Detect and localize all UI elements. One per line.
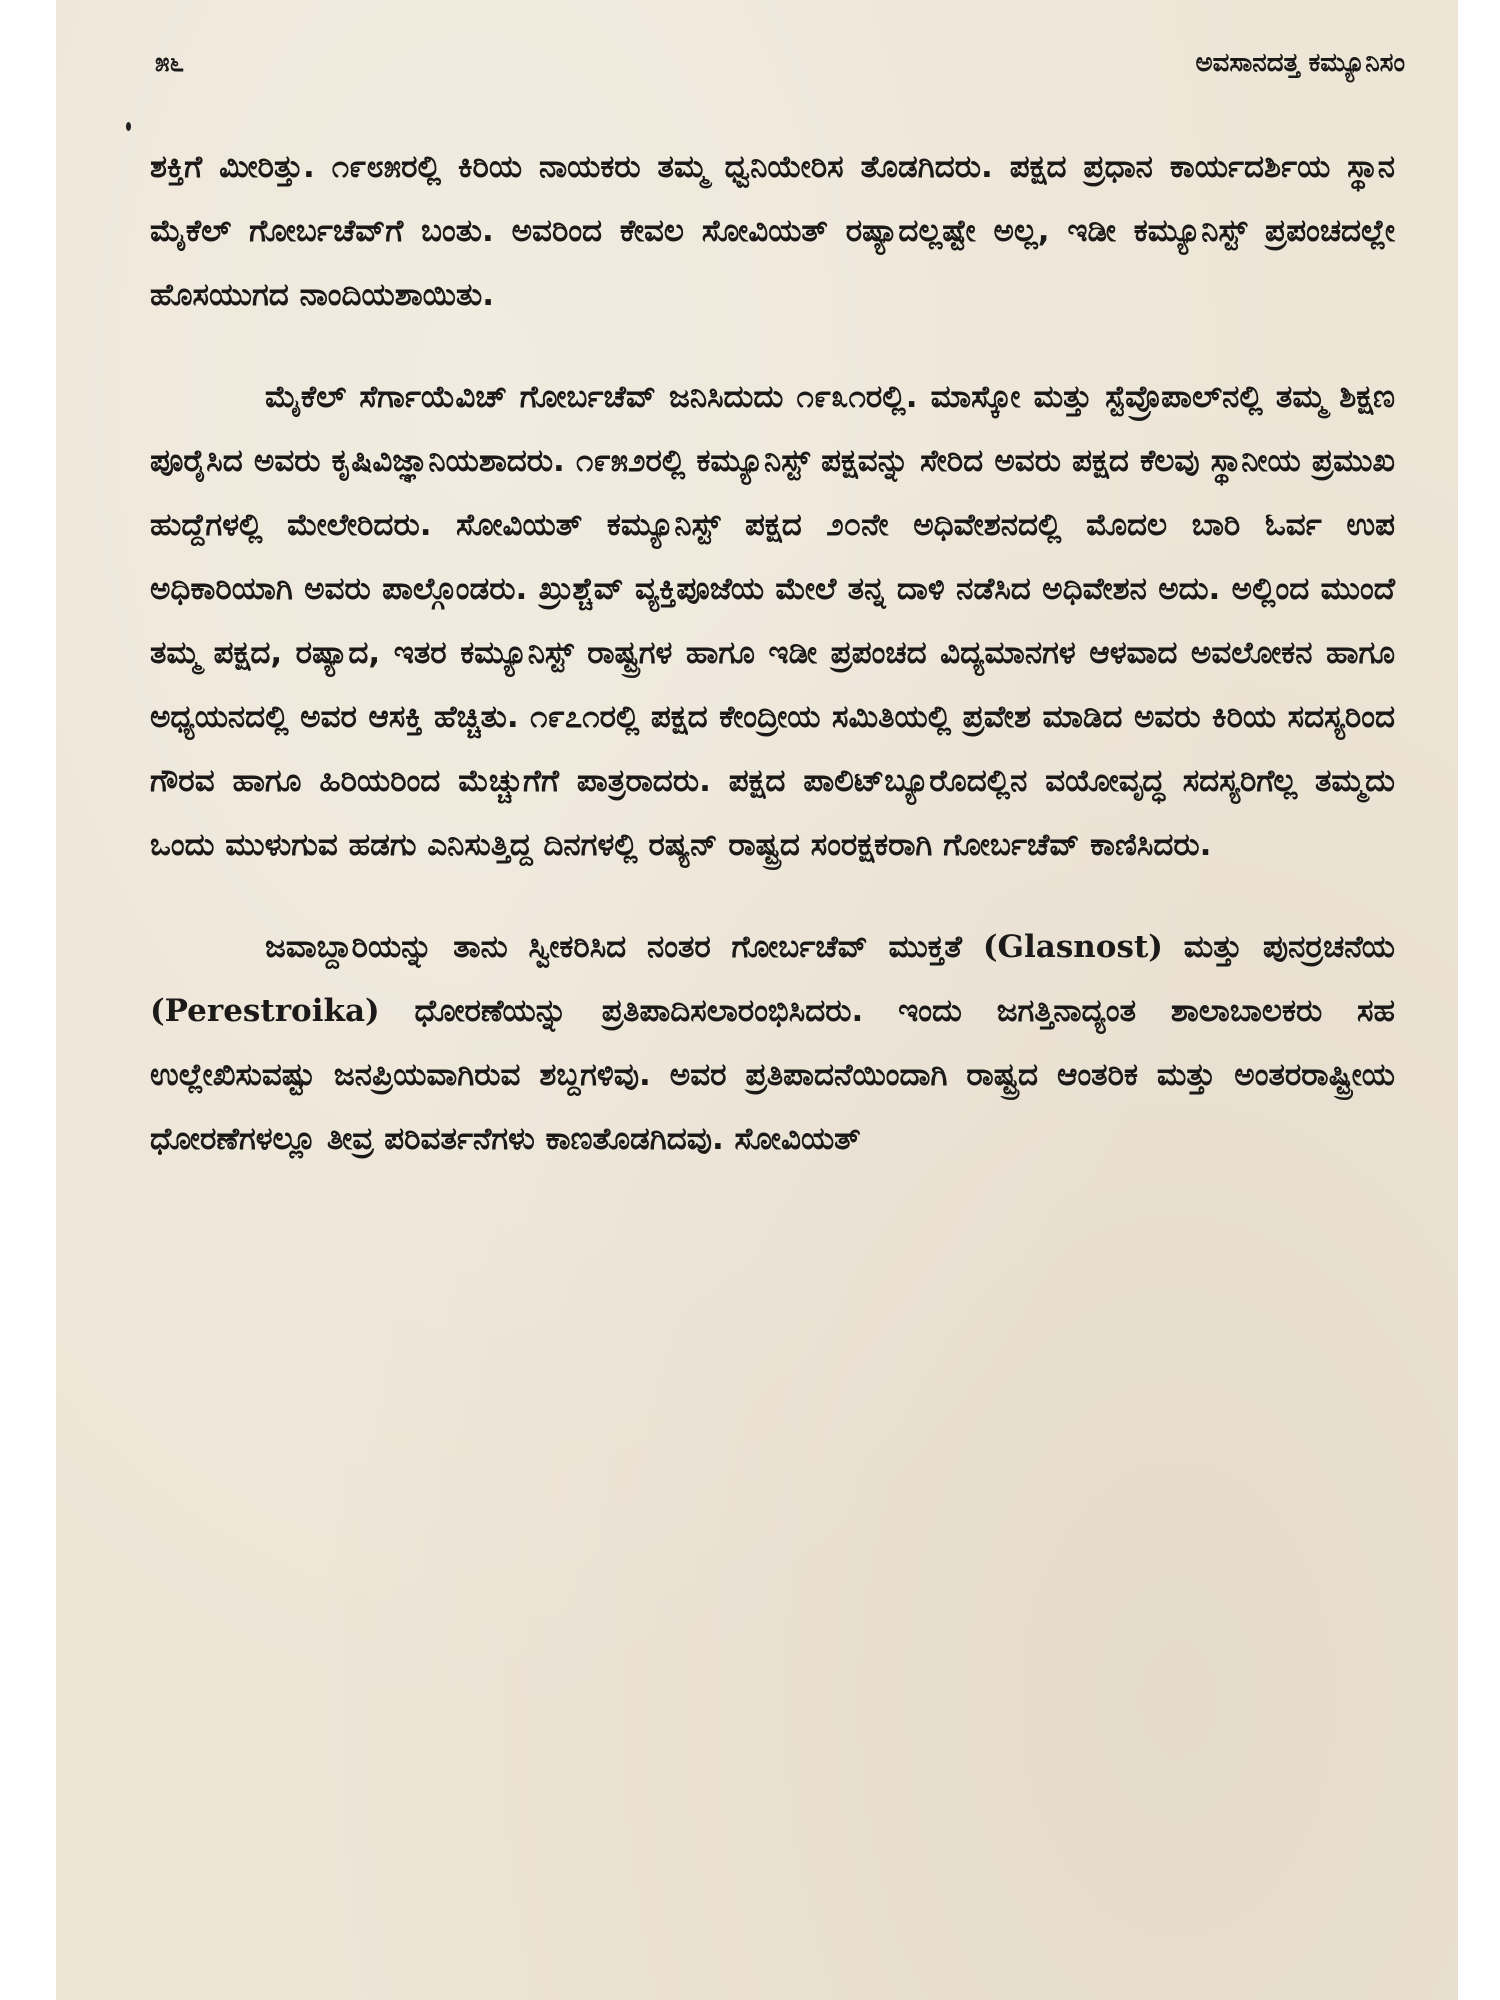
term-glasnost: (Glasnost) <box>982 929 1163 965</box>
ink-speck <box>126 122 131 131</box>
paragraph-1: ಶಕ್ತಿಗೆ ಮೀರಿತ್ತು. ೧೯೮೫ರಲ್ಲಿ ಕಿರಿಯ ನಾಯಕರು ತಮ್ಮ ಧ್ವನಿಯೇರಿಸ ತೊಡಗಿದರು. ಪಕ್ಷದ ಪ್ರಧಾನ ಕಾರ್ಯದರ್ಶಿಯ ಸ್ಥಾನ ಮೈಕೆಲ್ ಗೋರ್ಬಚೆವ್‌ಗೆ ಬಂತು. ಅವರಿಂದ ಕೇವಲ ಸೋವಿಯತ್ ರಷ್ಯಾದಲ್ಲಷ್ಟೇ ಅಲ್ಲ, ಇಡೀ ಕಮ್ಯೂನಿಸ್ಟ್ ಪ್ರಪಂಚದಲ್ಲೇ ಹೊಸಯುಗದ ನಾಂದಿಯಶಾಯಿತು. <box>150 149 1395 313</box>
page-number: ೫೬ <box>155 48 185 78</box>
paragraph-3 <box>150 915 1395 1171</box>
paragraph-2: ಮೈಕೆಲ್ ಸೆರ್ಗಾಯೆವಿಚ್ ಗೋರ್ಬಚೆವ್ ಜನಿಸಿದುದು ೧೯೩೧ರಲ್ಲಿ. ಮಾಸ್ಕೋ ಮತ್ತು ಸ್ಟೆವ್ರೊಪಾಲ್‌ನಲ್ಲಿ ತಮ್ಮ ಶಿಕ್ಷಣ ಪೂರೈಸಿದ ಅವರು ಕೃಷಿವಿಜ್ಞಾನಿಯಶಾದರು. ೧೯೫೨ರಲ್ಲಿ ಕಮ್ಯೂನಿಸ್ಟ್ ಪಕ್ಷವನ್ನು ಸೇರಿದ ಅವರು ಪಕ್ಷದ ಕೆಲವು ಸ್ಥಾನೀಯ ಪ್ರಮುಖ ಹುದ್ದೆಗಳಲ್ಲಿ ಮೇಲೇರಿದರು. ಸೋವಿಯತ್ ಕಮ್ಯೂನಿಸ್ಟ್ ಪಕ್ಷದ ೨೦ನೇ ಅಧಿವೇಶನದಲ್ಲಿ ಮೊದಲ ಬಾರಿ ಓರ್ವ ಉಪ ಅಧಿಕಾರಿಯಾಗಿ ಅವರು ಪಾಲ್ಗೊಂಡರು. ಖ್ರುಶ್ಚೆವ್ ವ್ಯಕ್ತಿಪೂಜೆಯ ಮೇಲೆ ತನ್ನ ದಾಳಿ ನಡೆಸಿದ ಅಧಿವೇಶನ ಅದು. ಅಲ್ಲಿಂದ ಮುಂದೆ ತಮ್ಮ ಪಕ್ಷದ, ರಷ್ಯಾದ, ಇತರ ಕಮ್ಯೂನಿಸ್ಟ್ ರಾಷ್ಟ್ರಗಳ ಹಾಗೂ ಇಡೀ ಪ್ರಪಂಚದ ವಿದ್ಯಮಾನಗಳ ಆಳವಾದ ಅವಲೋಕನ ಹಾಗೂ ಅಧ್ಯಯನದಲ್ಲಿ ಅವರ ಆಸಕ್ತಿ ಹೆಚ್ಚಿತು. ೧೯೭೧ರಲ್ಲಿ ಪಕ್ಷದ ಕೇಂದ್ರೀಯ ಸಮಿತಿಯಲ್ಲಿ ಪ್ರವೇಶ ಮಾಡಿದ ಅವರು ಕಿರಿಯ ಸದಸ್ಯರಿಂದ ಗೌರವ ಹಾಗೂ ಹಿರಿಯರಿಂದ ಮೆಚ್ಚುಗೆಗೆ ಪಾತ್ರರಾದರು. ಪಕ್ಷದ ಪಾಲಿಟ್‌ಬ್ಯೂರೊದಲ್ಲಿನ ವಯೋವೃದ್ಧ ಸದಸ್ಯರಿಗೆಲ್ಲ ತಮ್ಮದು ಒಂದು ಮುಳುಗುವ ಹಡಗು ಎನಿಸುತ್ತಿದ್ದ ದಿನಗಳಲ್ಲಿ ರಷ್ಯನ್ ರಾಷ್ಟ್ರದ ಸಂರಕ್ಷಕರಾಗಿ ಗೋರ್ಬಚೆವ್ ಕಾಣಿಸಿದರು. <box>150 379 1395 863</box>
paragraph-3-start: ಜವಾಬ್ದಾರಿಯನ್ನು ತಾನು ಸ್ವೀಕರಿಸಿದ ನಂತರ ಗೋರ್ಬಚೆವ್ ಮುಕ್ತತೆ <box>265 929 983 965</box>
body-text <box>150 135 1395 1171</box>
term-perestroika: (Perestroika) <box>150 993 380 1029</box>
paragraph-3-middle: ಮತ್ತು ಪುನರ್ರಚನೆಯ <box>1162 929 1395 965</box>
page-header <box>155 48 1405 88</box>
running-title: ಅವಸಾನದತ್ತ ಕಮ್ಯೂನಿಸಂ <box>1195 48 1405 78</box>
paragraph-3-end: ಧೋರಣೆಯನ್ನು ಪ್ರತಿಪಾದಿಸಲಾರಂಭಿಸಿದರು. ಇಂದು ಜಗತ್ತಿನಾದ್ಯಂತ ಶಾಲಾಬಾಲಕರು ಸಹ ಉಲ್ಲೇಖಿಸುವಷ್ಟು ಜನಪ್ರಿಯವಾಗಿರುವ ಶಬ್ದಗಳಿವು. ಅವರ ಪ್ರತಿಪಾದನೆಯಿಂದಾಗಿ ರಾಷ್ಟ್ರದ ಆಂತರಿಕ ಮತ್ತು ಅಂತರರಾಷ್ಟ್ರೀಯ ಧೋರಣೆಗಳಲ್ಲೂ ತೀವ್ರ ಪರಿವರ್ತನೆಗಳು ಕಾಣತೊಡಗಿದವು. ಸೋವಿಯತ್ <box>150 993 1395 1157</box>
